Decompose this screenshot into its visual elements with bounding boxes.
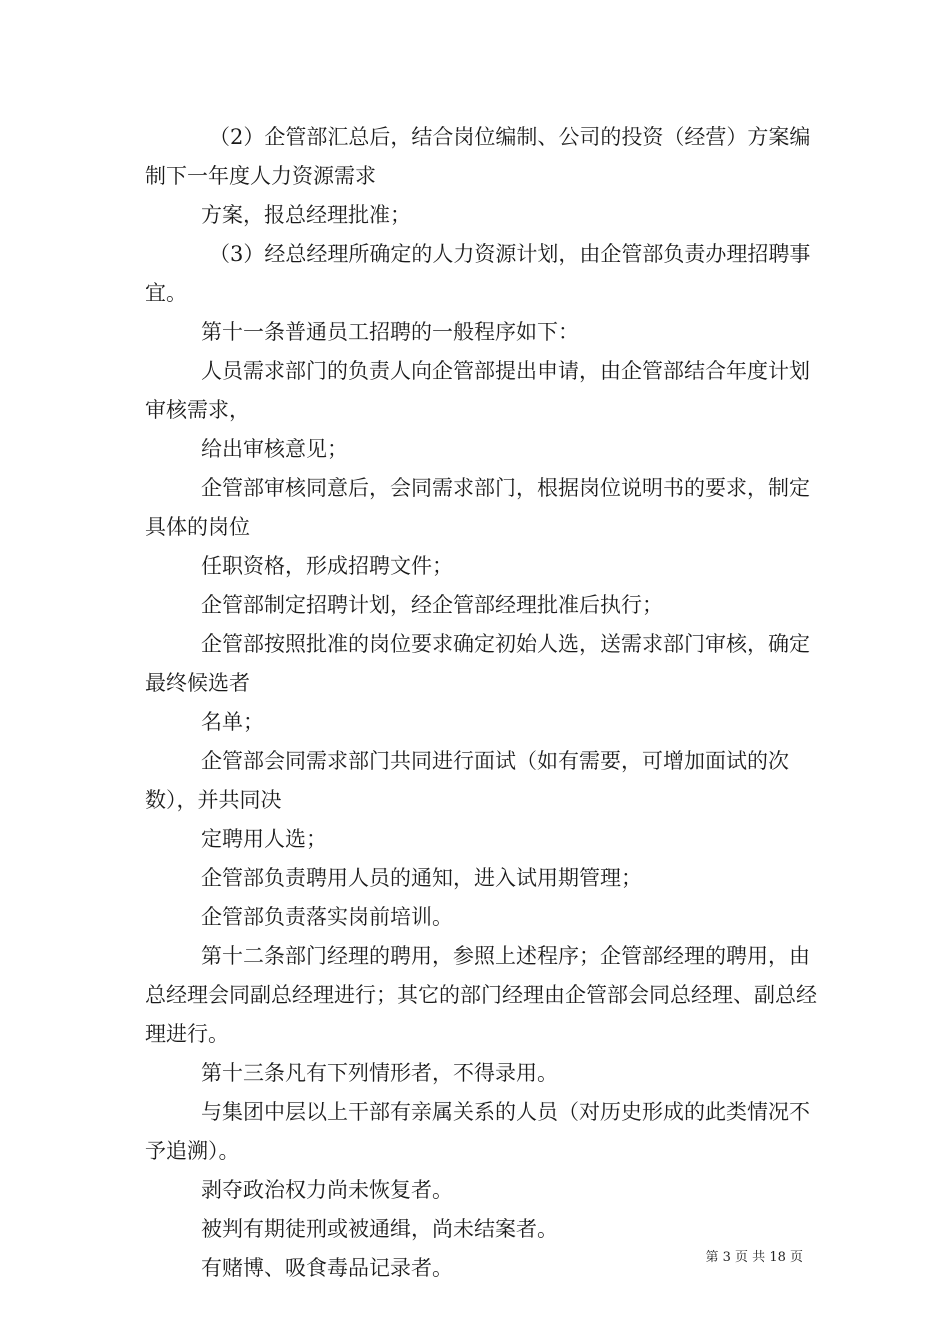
paragraph: 人员需求部门的负责人向企管部提出申请，由企管部结合年度计划审核需求， bbox=[145, 359, 810, 422]
paragraph: 企管部负责落实岗前培训。 bbox=[201, 905, 453, 929]
paragraph: 给出审核意见； bbox=[201, 437, 348, 461]
paragraph: 企管部会同需求部门共同进行面试（如有需要，可增加面试的次数），并共同决 bbox=[145, 749, 789, 812]
paragraph: 定聘用人选； bbox=[201, 827, 327, 851]
paragraph: 企管部负责聘用人员的通知，进入试用期管理； bbox=[201, 866, 642, 890]
paragraph: 名单； bbox=[201, 710, 264, 734]
paragraph: 被判有期徒刑或被通缉，尚未结案者。 bbox=[201, 1217, 558, 1241]
paragraph: 方案，报总经理批准； bbox=[201, 203, 411, 227]
paragraph: （2）企管部汇总后，结合岗位编制、公司的投资（经营）方案编制下一年度人力资源需求 bbox=[145, 125, 811, 188]
document-body bbox=[145, 118, 825, 1288]
paragraph: 任职资格，形成招聘文件； bbox=[201, 554, 453, 578]
article-heading: 第十一条普通员工招聘的一般程序如下： bbox=[201, 320, 579, 344]
paragraph: 企管部制定招聘计划，经企管部经理批准后执行； bbox=[201, 593, 663, 617]
paragraph: 企管部按照批准的岗位要求确定初始人选，送需求部门审核，确定最终候选者 bbox=[145, 632, 810, 695]
page-number: 第 3 页 共 18 页 bbox=[705, 1250, 803, 1265]
paragraph: （3）经总经理所确定的人力资源计划，由企管部负责办理招聘事宜。 bbox=[145, 242, 811, 305]
paragraph: 有赌博、吸食毒品记录者。 bbox=[201, 1256, 453, 1280]
page-footer bbox=[0, 1246, 950, 1265]
paragraph: 与集团中层以上干部有亲属关系的人员（对历史形成的此类情况不予追溯）。 bbox=[145, 1100, 810, 1163]
article-heading: 第十三条凡有下列情形者，不得录用。 bbox=[201, 1061, 558, 1085]
paragraph: 企管部审核同意后，会同需求部门，根据岗位说明书的要求，制定具体的岗位 bbox=[145, 476, 810, 539]
article-heading: 第十二条部门经理的聘用，参照上述程序；企管部经理的聘用，由总经理会同副总经理进行；其它的部门经理由企管部会同总经理、副总经理进行。 bbox=[145, 944, 817, 1046]
paragraph: 剥夺政治权力尚未恢复者。 bbox=[201, 1178, 453, 1202]
